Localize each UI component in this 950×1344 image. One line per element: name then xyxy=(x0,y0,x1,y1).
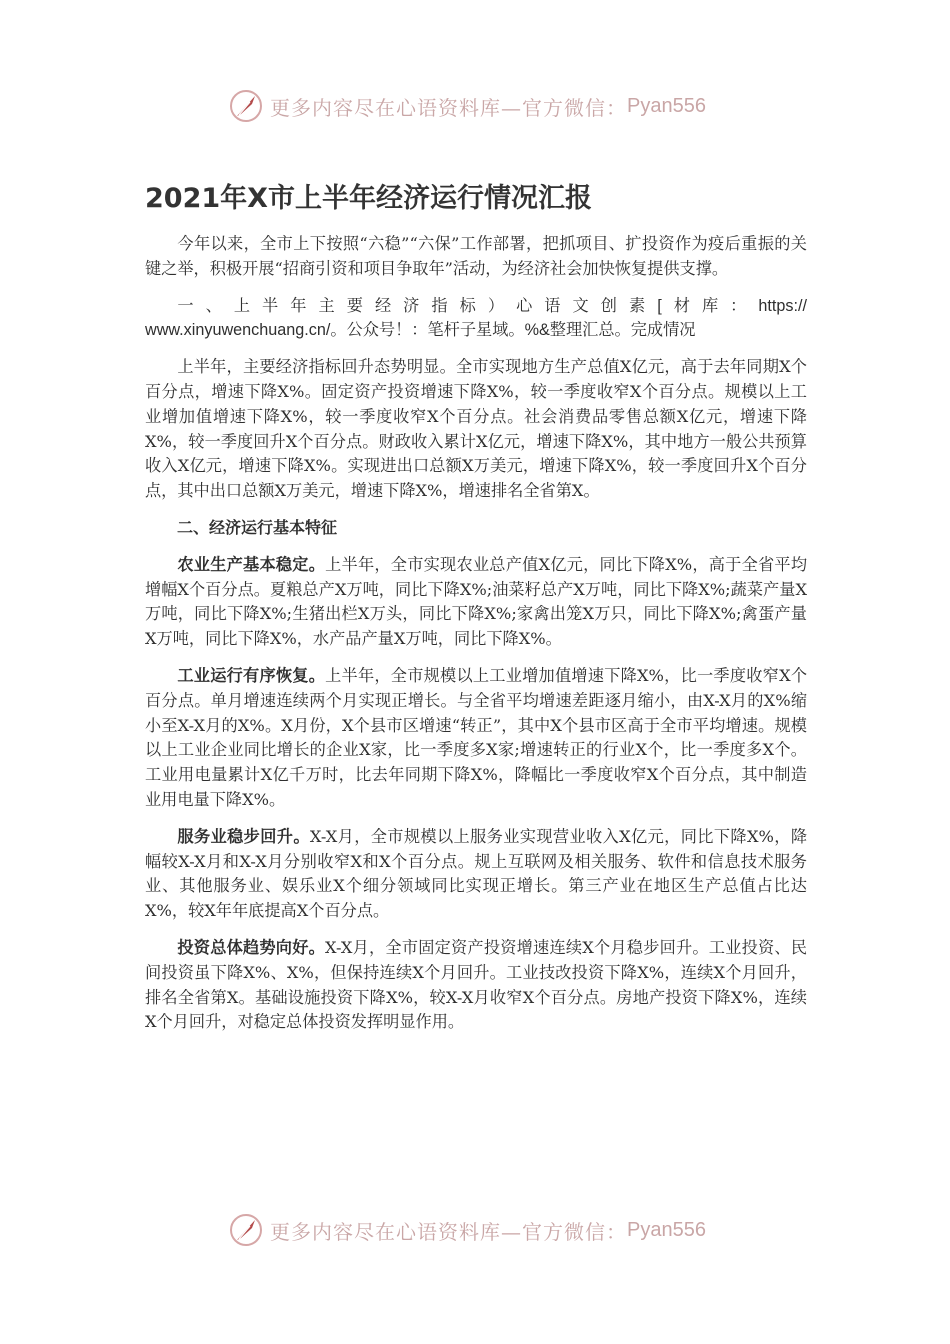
industry-paragraph xyxy=(145,664,807,813)
agriculture-paragraph xyxy=(145,553,807,652)
watermark-wechat-id: Pyan556 xyxy=(627,94,706,117)
section-heading-2: 二、经济运行基本特征 xyxy=(177,517,338,537)
services-text: X-X月，全市规模以上服务业实现营业收入X亿元，同比下降X%，降幅较X-X月和X-X月分别收窄X和X个百分点。规上互联网及相关服务、软件和信息技术服务业、其他服务业、娱乐业X个细分领域同比实现正增长。第三产业在地区生产总值占比达X%，较X年年底提高X个百分点。 xyxy=(145,826,808,921)
agriculture-lead: 农业生产基本稳定。 xyxy=(177,554,326,574)
investment-text: X-X月，全市固定资产投资增速连续X个月稳步回升。工业投资、民间投资虽下降X%、X%，但保持连续X个月回升。工业技改投资下降X%，连续X个月回升，排名全省第X。基础设施投资下降X%，较X-X月收窄X个百分点。房地产投资下降X%，连续X个月回升，对稳定总体投资发挥明显作用。 xyxy=(145,937,808,1032)
industry-lead: 工业运行有序恢复。 xyxy=(177,665,326,685)
document-title: 2021年X市上半年经济运行情况汇报 xyxy=(145,183,592,214)
indicators-paragraph: 上半年，主要经济指标回升态势明显。全市实现地方生产总值X亿元，高于去年同期X个百分点，增速下降X%。固定资产投资增速下降X%，较一季度收窄X个百分点。规模以上工业增加值增速下降X%，较一季度收窄X个百分点。社会消费品零售总额X亿元，增速下降X%，较一季度回升X个百分点。财政收入累计X亿元，增速下降X%，其中地方一般公共预算收入X亿元，增速下降X%。实现进出口总额X万美元，增速下降X%，较一季度回升X个百分点，其中出口总额X万美元，增速下降X%，增速排名全省第X。 xyxy=(145,357,807,501)
services-paragraph xyxy=(145,825,807,924)
section-heading-1-line2: www.xinyuwenchuang.cn/。公众号！：笔杆子星域。%&整理汇总。完成情况 xyxy=(145,321,696,340)
services-lead: 服务业稳步回升。 xyxy=(177,826,310,846)
document-body xyxy=(145,232,807,1047)
section-heading-1-line1: 一、上半年主要经济指标）心语文创素[材库：https:// xyxy=(177,296,807,315)
investment-lead: 投资总体趋势向好。 xyxy=(177,937,326,957)
watermark-text: 更多内容尽在心语资料库—官方微信： xyxy=(270,95,627,120)
industry-text: 上半年，全市规模以上工业增加值增速下降X%，比一季度收窄X个百分点。单月增速连续两个月实现正增长。与全省平均增速差距逐月缩小，由X-X月的X%缩小至X-X月的X%。X月份，X个县市区增速“转正”，其中X个县市区高于全市平均增速。规模以上工业企业同比增长的企业X家，比一季度多X家;增速转正的行业X个，比一季度多X个。工业用电量累计X亿千万时，比去年同期下降X%，降幅比一季度收窄X个百分点，其中制造业用电量下降X%。 xyxy=(145,665,808,809)
quill-logo-icon xyxy=(228,88,264,124)
investment-paragraph xyxy=(145,936,807,1035)
agriculture-text: 上半年，全市实现农业总产值X亿元，同比下降X%，高于全省平均增幅X个百分点。夏粮总产X万吨，同比下降X%;油菜籽总产X万吨，同比下降X%;蔬菜产量X万吨，同比下降X%;生猪出栏X万头，同比下降X%;家禽出笼X万只，同比下降X%;禽蛋产量X万吨，同比下降X%，水产品产量X万吨，同比下降X%。 xyxy=(145,554,808,649)
intro-paragraph: 今年以来，全市上下按照“六稳”“六保”工作部署，把抓项目、扩投资作为疫后重振的关键之举，积极开展“招商引资和项目争取年”活动，为经济社会加快恢复提供支撑。 xyxy=(145,234,807,278)
watermark-text: 更多内容尽在心语资料库—官方微信： xyxy=(270,1219,627,1244)
watermark-wechat-id: Pyan556 xyxy=(627,1218,706,1241)
watermark-footer xyxy=(228,1210,748,1250)
watermark-header xyxy=(228,86,748,126)
quill-logo-icon xyxy=(228,1212,264,1248)
